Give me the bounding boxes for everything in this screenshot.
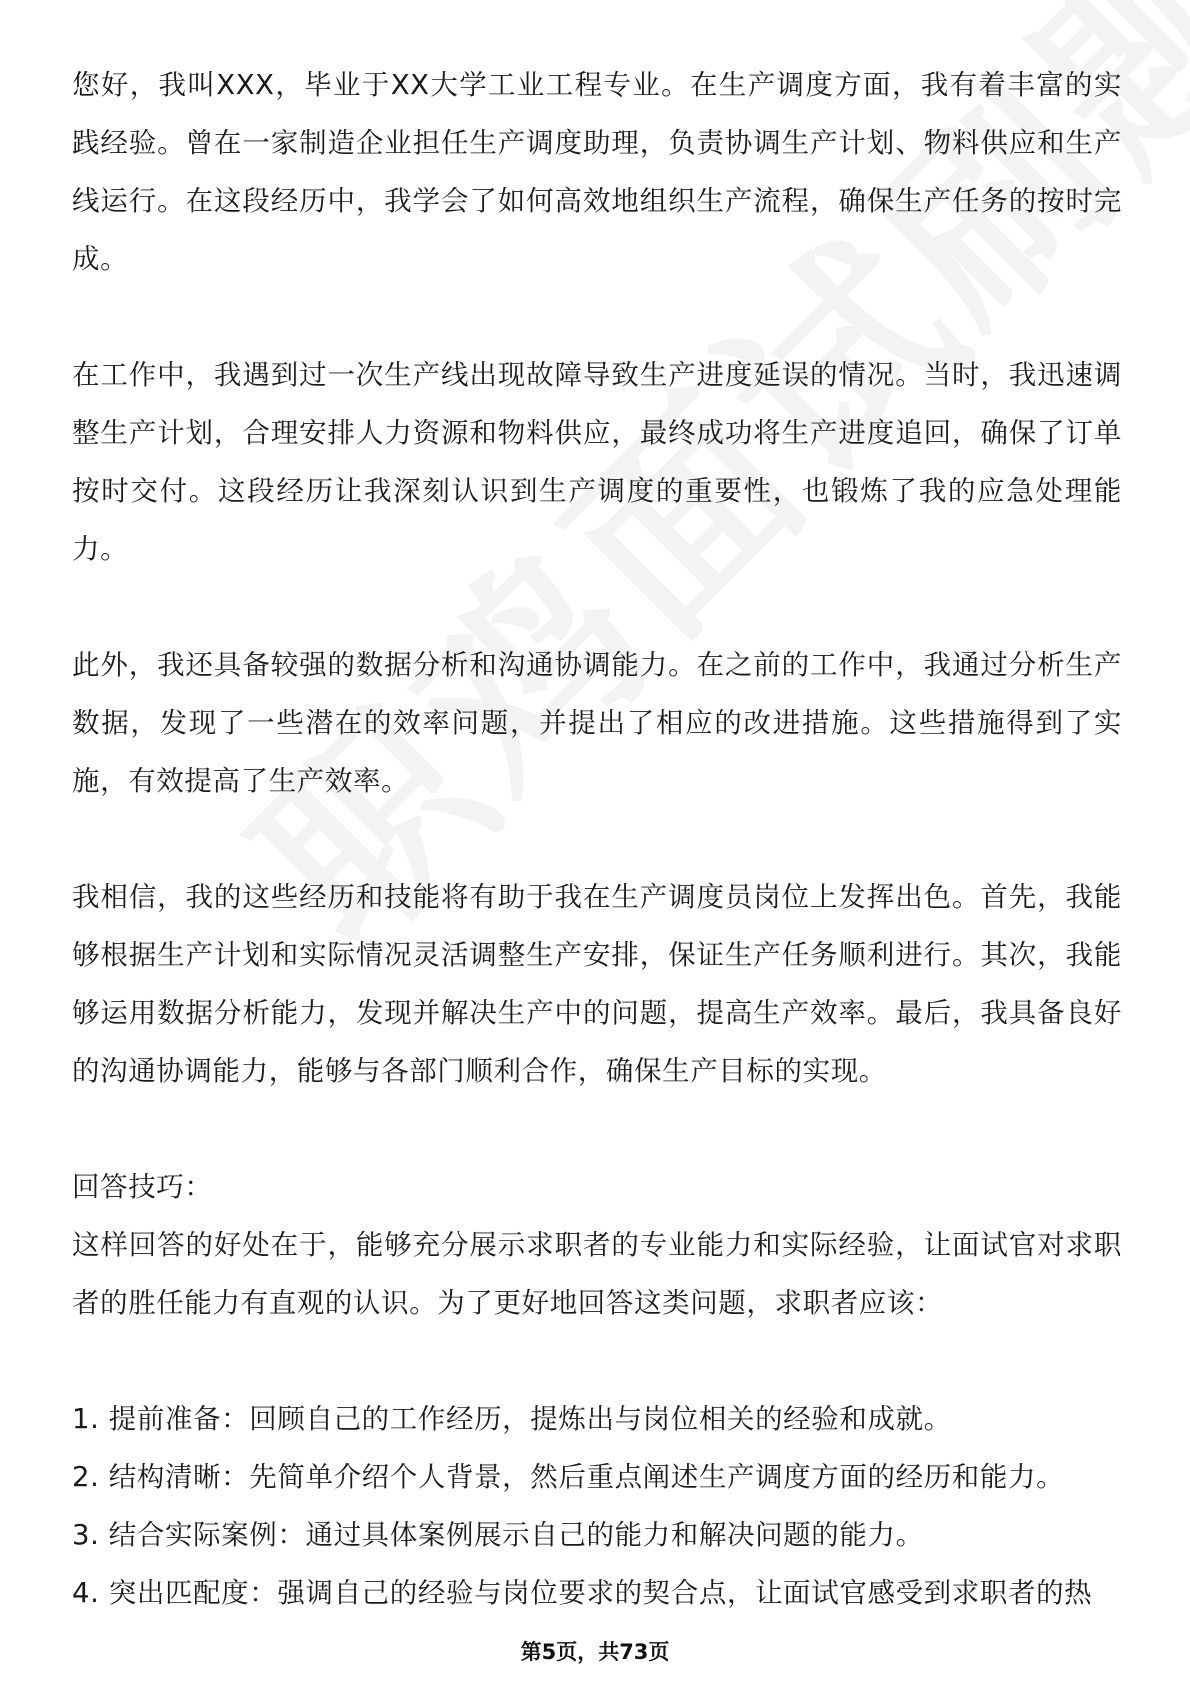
paragraph-gap bbox=[72, 578, 1122, 636]
paragraph-intro: 您好，我叫XXX，毕业于XX大学工业工程专业。在生产调度方面，我有着丰富的实践经验。曾在一家制造企业担任生产调度助理，负责协调生产计划、物料供应和生产线运行。在这段经历中，我学会了如何高效地组织生产流程，确保生产任务的按时完成。 bbox=[72, 69, 1122, 275]
paragraph-gap bbox=[72, 810, 1122, 868]
list-item: 4. 突出匹配度：强调自己的经验与岗位要求的契合点，让面试官感受到求职者的热 bbox=[72, 1577, 1093, 1609]
paragraph-skills: 此外，我还具备较强的数据分析和沟通协调能力。在之前的工作中，我通过分析生产数据，发现了一些潜在的效率问题，并提出了相应的改进措施。这些措施得到了实施，有效提高了生产效率。 bbox=[72, 649, 1122, 797]
document-body bbox=[72, 56, 1122, 1622]
page-number: 第5页，共73页 bbox=[520, 1640, 670, 1664]
paragraph-gap bbox=[72, 1100, 1122, 1158]
list-item: 3. 结合实际案例：通过具体案例展示自己的能力和解决问题的能力。 bbox=[72, 1519, 924, 1551]
list-item: 1. 提前准备：回顾自己的工作经历，提炼出与岗位相关的经验和成就。 bbox=[72, 1403, 952, 1435]
list-item: 2. 结构清晰：先简单介绍个人背景，然后重点阐述生产调度方面的经历和能力。 bbox=[72, 1461, 1065, 1493]
paragraph-gap bbox=[72, 1332, 1122, 1390]
paragraph-experience: 在工作中，我遇到过一次生产线出现故障导致生产进度延误的情况。当时，我迅速调整生产计划，合理安排人力资源和物料供应，最终成功将生产进度追回，确保了订单按时交付。这段经历让我深刻认识到生产调度的重要性，也锻炼了我的应急处理能力。 bbox=[72, 359, 1122, 565]
tips-list bbox=[72, 1390, 1122, 1622]
paragraph-conclusion: 我相信，我的这些经历和技能将有助于我在生产调度员岗位上发挥出色。首先，我能够根据生产计划和实际情况灵活调整生产安排，保证生产任务顺利进行。其次，我能够运用数据分析能力，发现并解决生产中的问题，提高生产效率。最后，我具备良好的沟通协调能力，能够与各部门顺利合作，确保生产目标的实现。 bbox=[72, 881, 1122, 1087]
tips-intro: 这样回答的好处在于，能够充分展示求职者的专业能力和实际经验，让面试官对求职者的胜任能力有直观的认识。为了更好地回答这类问题，求职者应该： bbox=[72, 1229, 1122, 1319]
paragraph-gap bbox=[72, 288, 1122, 346]
tips-heading: 回答技巧： bbox=[72, 1171, 213, 1203]
